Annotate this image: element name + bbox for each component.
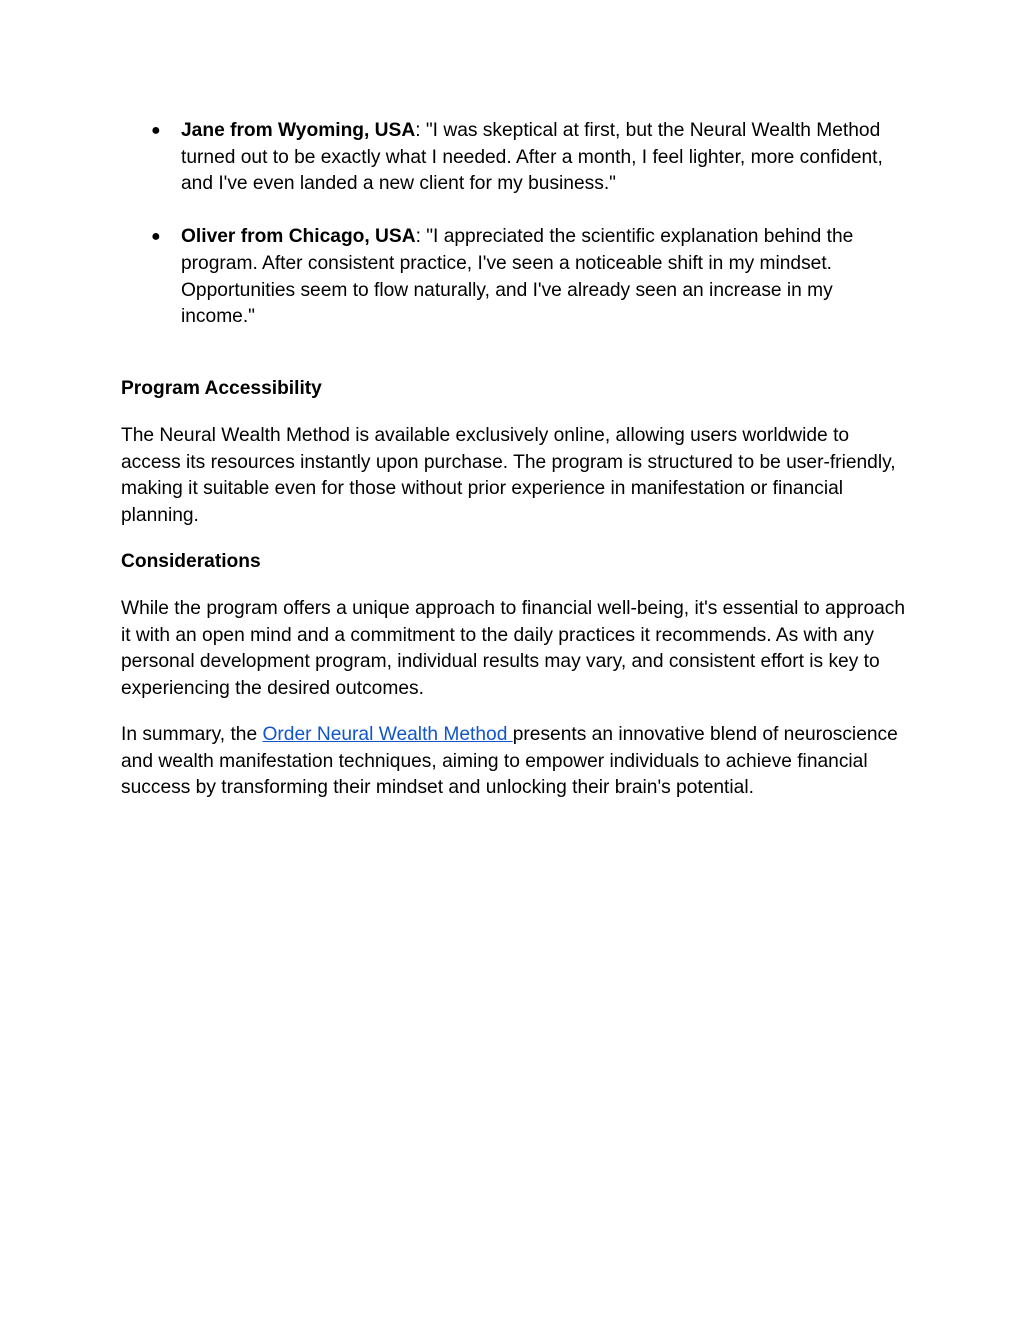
- summary-paragraph: [121, 722, 911, 802]
- testimonial-separator: :: [415, 226, 427, 248]
- document-page: [121, 118, 911, 802]
- summary-text-after-link: presents an innovative blend of neuroscience and wealth manifestation techniques, aiming to empower individuals to achieve financial success by transforming their mindset and unlocking their brain's potential.: [121, 724, 898, 799]
- testimonial-list: [121, 118, 911, 331]
- section-heading-considerations: Considerations: [121, 551, 261, 573]
- testimonial-author: Jane from Wyoming, USA: [181, 120, 416, 141]
- bullet-icon: ●: [151, 228, 161, 246]
- testimonial-quote: "I appreciated the scientific explanation behind the program. After consistent practice, I've seen a noticeable shift in my mindset. Opportunities seem to flow naturally, and I've already seen an increase in my income.": [181, 226, 854, 328]
- section-body-considerations: While the program offers a unique approach to financial well-being, it's essential to approach it with an open mind and a commitment to the daily practices it recommends. As with any personal development program, individual results may vary, and consistent effort is key to experiencing the desired outcomes.: [121, 597, 906, 699]
- testimonial-author: Oliver from Chicago, USA: [181, 226, 416, 248]
- bullet-icon: ●: [151, 122, 161, 139]
- testimonial-quote: "I was skeptical at first, but the Neural Wealth Method turned out to be exactly what I needed. After a month, I feel lighter, more confident, and I've even landed a new client for my business.": [181, 120, 883, 195]
- summary-text-before-link: In summary, the: [121, 724, 263, 746]
- testimonial-item: [121, 224, 911, 330]
- testimonial-separator: :: [415, 120, 426, 141]
- testimonial-item: [121, 118, 911, 198]
- section-heading-accessibility: Program Accessibility: [121, 378, 322, 400]
- order-neural-wealth-method-link[interactable]: Order Neural Wealth Method: [262, 724, 513, 746]
- section-body-accessibility: The Neural Wealth Method is available exclusively online, allowing users worldwide to access its resources instantly upon purchase. The program is structured to be user-friendly, making it suitable even for those without prior experience in manifestation or financial planning.: [121, 424, 896, 526]
